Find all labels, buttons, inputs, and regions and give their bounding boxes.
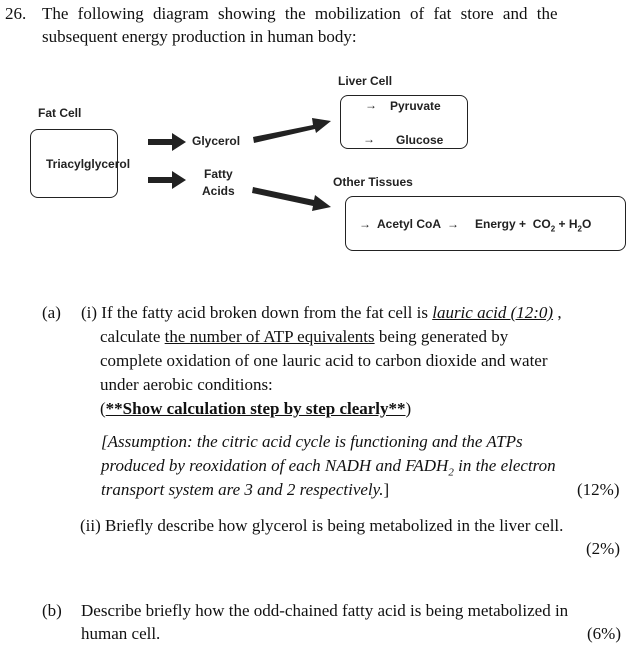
liver-cell-label: Liver Cell (338, 74, 393, 88)
arrow-to-other-tissues (252, 187, 331, 211)
h2o-subscript: 2 (577, 224, 582, 234)
arrow-to-glycerol (148, 133, 186, 151)
glucose: Glucose (396, 133, 444, 147)
fadh2-subscript: 2 (448, 466, 454, 479)
part-b-marks: (6%) (587, 624, 621, 643)
arrow-to-fatty-acids (148, 171, 186, 189)
text: ] (383, 480, 390, 499)
part-a-ii-marks: (2%) (586, 539, 620, 558)
part-a-i-line-2 (100, 327, 508, 347)
part-a-label: (a) (42, 303, 61, 322)
part-b-line-2: human cell. (81, 624, 161, 643)
arrow-icon: → (365, 98, 377, 112)
arrow-icon: → (359, 217, 371, 231)
part-a-i-label: (i) (81, 303, 98, 322)
text: If the fatty acid broken down from the fat cell is (101, 303, 428, 322)
text: ( (100, 399, 106, 418)
text: being generated by (378, 327, 509, 346)
part-a-i-line-1 (81, 303, 562, 323)
atp-underline: the number of ATP equivalents (164, 327, 375, 346)
o: O (581, 217, 592, 231)
question-number: 26. (5, 4, 27, 23)
fatty-label: Fatty (204, 167, 233, 181)
lauric-acid-emphasis: lauric acid (12:0) (432, 303, 554, 322)
text: , (557, 303, 562, 322)
part-a-i-line-3: complete oxidation of one lauric acid to carbon dioxide and water (100, 351, 548, 370)
assumption-line-2 (101, 456, 556, 482)
part-b-label: (b) (42, 601, 62, 620)
other-tissues-label: Other Tissues (333, 175, 413, 189)
part-a-ii-text: (ii) Briefly describe how glycerol is being metabolized in the liver cell. (80, 516, 564, 535)
plus: + (558, 217, 566, 231)
text: produced by reoxidation of each NADH and FADH (101, 456, 449, 475)
text: transport system are 3 and 2 respectively. (101, 480, 384, 499)
fat-cell-label: Fat Cell (38, 106, 82, 120)
arrow-icon: → (447, 217, 459, 231)
arrow-to-liver (253, 118, 331, 143)
show-calculation-instruction: **Show calculation step by step clearly** (105, 399, 406, 418)
pyruvate: Pyruvate (390, 99, 441, 113)
energy-products (475, 217, 591, 236)
glycerol-label: Glycerol (192, 134, 241, 148)
co2: CO (532, 217, 551, 231)
assumption-line-3 (101, 480, 389, 500)
h: H (568, 217, 578, 231)
intro-line-1: The following diagram showing the mobilization of fat store and the (42, 4, 558, 23)
assumption-line-1: [Assumption: the citric acid cycle is functioning and the ATPs (101, 432, 523, 451)
part-a-i-marks: (12%) (577, 480, 620, 499)
intro-line-2: subsequent energy production in human body: (42, 27, 357, 46)
text: calculate (100, 327, 161, 346)
part-a-i-line-4: under aerobic conditions: (100, 375, 273, 394)
text: in the electron (453, 456, 556, 475)
triacylglycerol: Triacylglycerol (46, 157, 131, 171)
energy: Energy + (475, 217, 527, 231)
acetyl-coa: Acetyl CoA (377, 217, 442, 231)
co2-subscript: 2 (550, 224, 556, 234)
part-b-line-1: Describe briefly how the odd-chained fatty acid is being metabolized in (81, 601, 569, 620)
part-a-i-line-5 (100, 399, 411, 419)
arrow-icon: → (363, 132, 375, 146)
acids-label: Acids (202, 184, 235, 198)
text: ) (405, 399, 412, 418)
